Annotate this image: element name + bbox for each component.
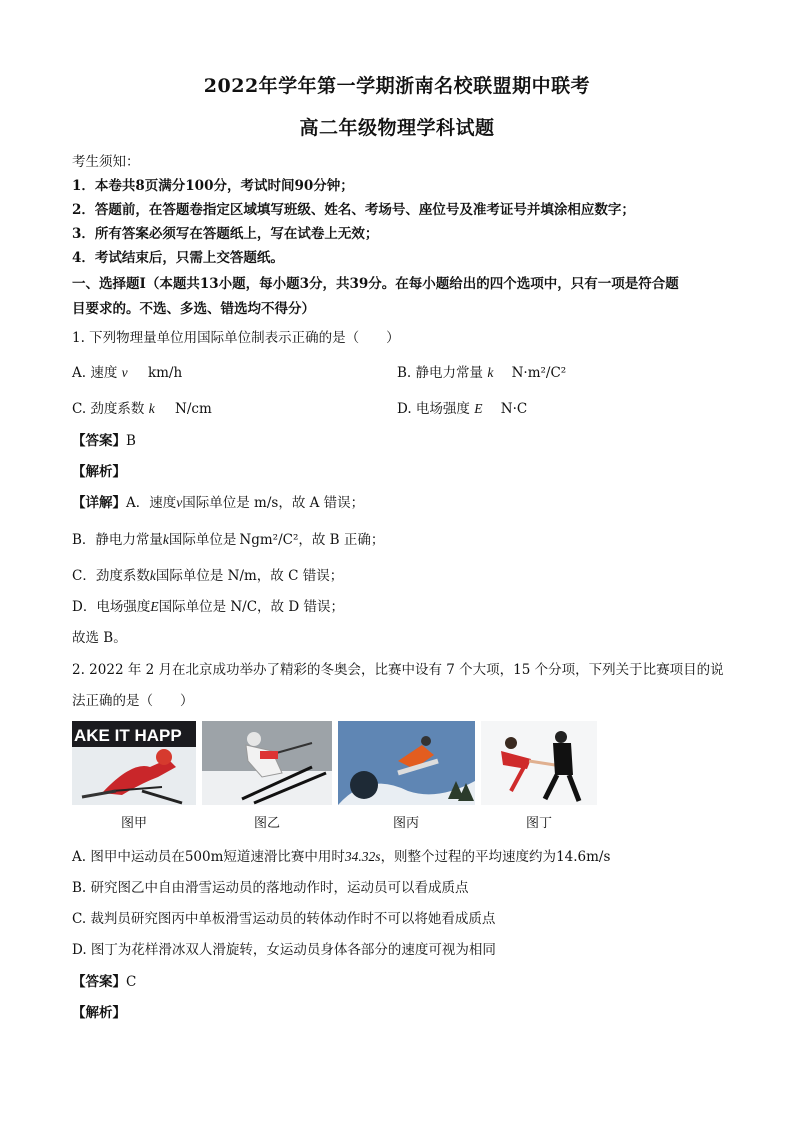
q1-detail-a-text2: 国际单位是 m/s，故 A 错误； (182, 495, 365, 511)
q1-option-d-unit: N·C (500, 401, 528, 417)
q1-option-b-var: k (487, 365, 494, 380)
q2-option-a-distance: 500m (184, 849, 224, 865)
q1-option-b (397, 361, 566, 381)
exam-title: 2022年学年第一学期浙南名校联盟期中联考 (203, 75, 591, 97)
q1-detail-c (72, 564, 343, 584)
q1-detail-tag: 【详解】 (72, 495, 126, 511)
q1-option-c (72, 397, 212, 417)
q1-option-b-label: B. 静电力常量 (397, 365, 484, 381)
q1-detail-d-text2: 国际单位是 N/C，故 D 错误； (158, 599, 344, 615)
figure-a-speed-skating (72, 721, 196, 805)
section-heading-cont: 目要求的。不选、多选、错选均不得分） (72, 301, 315, 317)
figure-a-caption: 图甲 (120, 816, 147, 831)
notice-item-1: 1．本卷共8页满分100分，考试时间90分钟； (72, 178, 354, 194)
figure-d-drawing (481, 721, 597, 805)
q1-detail-d-text: D．电场强度 (72, 599, 151, 615)
q1-detail-a (72, 491, 364, 511)
figure-d-pair-skating (481, 721, 597, 805)
q1-detail-b (72, 528, 384, 548)
q1-answer-tag: 【答案】 (72, 433, 126, 449)
figure-c-drawing (338, 721, 475, 805)
q1-answer (72, 429, 136, 449)
exam-subtitle: 高二年级物理学科试题 (299, 117, 495, 139)
q2-answer-tag: 【答案】 (72, 974, 126, 990)
q1-option-a-var: v (121, 365, 128, 380)
figure-d-caption: 图丁 (525, 816, 552, 831)
q2-answer-value: C (126, 974, 137, 990)
figure-a-banner-text: AKE IT HAPP (74, 726, 182, 745)
q2-option-a (72, 845, 610, 865)
notice-heading: 考生须知： (72, 154, 140, 170)
q1-option-a-label: A. 速度 (72, 365, 118, 381)
q2-option-d: D. 图丁为花样滑冰双人滑旋转，女运动员身体各部分的速度可视为相同 (72, 942, 496, 958)
q2-option-a-label: A. 图甲中运动员在 (72, 849, 185, 865)
q2-option-b: B. 研究图乙中自由滑雪运动员的落地动作时，运动员可以看成质点 (72, 880, 469, 896)
q2-answer (72, 970, 136, 990)
notice-item-2: 2．答题前，在答题卷指定区域填写班级、姓名、考场号、座位号及准考证号并填涂相应数字； (72, 202, 635, 218)
q1-detail-d (72, 595, 344, 615)
q1-detail-c-text2: 国际单位是 N/m，故 C 错误； (155, 568, 344, 584)
notice-item-3: 3．所有答案必须写在答题纸上，写在试卷上无效； (72, 226, 379, 242)
q2-option-a-speed: 14.6m/s (556, 849, 611, 865)
q1-option-d-label: D. 电场强度 (397, 401, 470, 417)
q1-detail-b-text2: 国际单位是 (168, 532, 237, 548)
q1-option-c-var: k (148, 401, 155, 416)
notice-item-4: 4．考试结束后，只需上交答题纸。 (72, 250, 284, 266)
q1-detail-b-text3: ，故 B 正确； (298, 532, 385, 548)
figure-b-freestyle-skiing (202, 721, 332, 805)
q1-detail-a-text: A．速度 (126, 495, 177, 511)
q1-analysis-tag: 【解析】 (72, 464, 126, 480)
figure-b-caption: 图乙 (253, 816, 280, 831)
q2-stem-cont: 法正确的是（ ） (72, 693, 194, 709)
q1-option-c-label: C. 劲度系数 (72, 401, 145, 417)
figure-c-caption: 图丙 (392, 816, 419, 831)
q1-detail-b-unit: Ngm²/C² (239, 532, 299, 548)
q2-option-a-text2: ，则整个过程的平均速度约为 (380, 849, 557, 865)
q1-option-b-unit: N·m²/C² (511, 365, 567, 381)
q1-option-a (72, 361, 182, 381)
q1-detail-b-var: k (162, 532, 169, 547)
q1-option-d (397, 397, 527, 417)
figure-c-snowboarding (338, 721, 475, 805)
q1-detail-a-var: v (176, 495, 183, 510)
q2-analysis-tag: 【解析】 (72, 1005, 126, 1021)
q1-conclusion: 故选 B。 (72, 630, 127, 646)
q1-detail-c-text: C．劲度系数 (72, 568, 150, 584)
q1-answer-value: B (126, 433, 136, 449)
q1-stem: 1. 下列物理量单位用国际单位制表示正确的是（ ） (72, 330, 400, 346)
q1-option-d-var: E (474, 401, 483, 416)
q1-detail-c-var: k (149, 568, 156, 583)
q1-option-a-unit: km/h (147, 365, 183, 381)
section-heading: 一、选择题Ⅰ（本题共13小题，每小题3分，共39分。在每小题给出的四个选项中，只有一项是符合题 (72, 276, 679, 292)
figure-b-drawing (202, 721, 332, 805)
q1-detail-b-text: B．静电力常量 (72, 532, 163, 548)
q1-option-c-unit: N/cm (175, 401, 212, 417)
q2-option-c: C. 裁判员研究图丙中单板滑雪运动员的转体动作时不可以将她看成质点 (72, 911, 496, 927)
q1-detail-d-var: E (150, 599, 159, 614)
q2-option-a-text: 短道速滑比赛中用时 (223, 849, 345, 865)
q2-option-a-time: 34.32s (344, 849, 381, 864)
q2-stem: 2. 2022 年 2 月在北京成功举办了精彩的冬奥会，比赛中设有 7 个大项，15 个分项，下列关于比赛项目的说 (72, 662, 724, 678)
figure-a-drawing (72, 721, 196, 805)
